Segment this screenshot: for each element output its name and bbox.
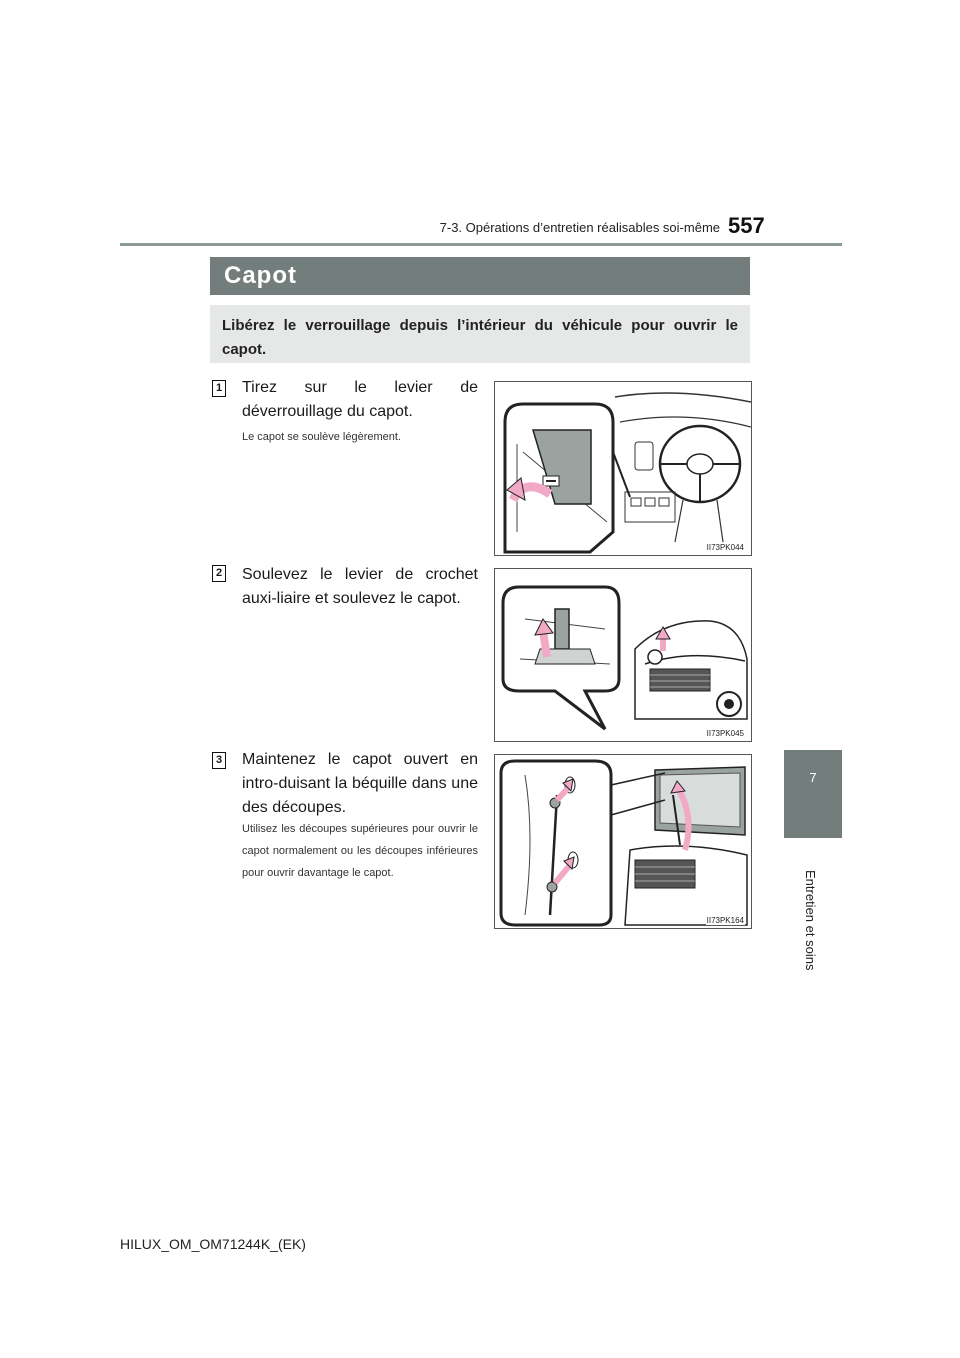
figure-code: II73PK044 [706, 543, 744, 552]
header-divider [120, 243, 842, 246]
section-heading-bar [210, 257, 750, 295]
step-title: Tirez sur le levier de déverrouillage du capot. [242, 379, 478, 420]
step-number: 1 [212, 380, 226, 397]
figure-auxiliary-catch [494, 568, 752, 742]
figure-hood-support-rod [494, 754, 752, 929]
auxiliary-catch-lever-icon [495, 569, 751, 741]
intro-text: Libérez le verrouillage depuis l’intérieur du véhicule pour ouvrir le capot. [222, 317, 738, 358]
hood-support-rod-icon [495, 755, 751, 928]
figure-code: II73PK045 [706, 729, 744, 738]
chapter-tab-label: Entretien et soins [803, 870, 818, 971]
footer-model-code: HILUX_OM_OM71244K_(EK) [120, 1236, 306, 1252]
step-number: 3 [212, 752, 226, 769]
section-title: Capot [224, 262, 297, 289]
hood-release-lever-icon [495, 382, 751, 555]
step-title: Maintenez le capot ouvert en intro-duisant la béquille dans une des découpes. [242, 751, 478, 816]
step-note: Le capot se soulève légèrement. [242, 431, 401, 443]
step-note: Utilisez les découpes supérieures pour ouvrir le capot normalement ou les découpes inférieures pour ouvrir davantage le capot. [242, 823, 478, 879]
step-title: Soulevez le levier de crochet auxi-liaire et soulevez le capot. [242, 566, 478, 607]
figure-code: II73PK164 [706, 916, 744, 925]
chapter-subtitle: 7-3. Opérations d’entretien réalisables soi-même [439, 220, 720, 235]
chapter-tab-number: 7 [809, 770, 817, 785]
intro-box [210, 305, 750, 363]
step-number: 2 [212, 565, 226, 582]
page-number: 557 [728, 213, 765, 238]
chapter-tab [784, 750, 842, 838]
figure-hood-release [494, 381, 752, 556]
